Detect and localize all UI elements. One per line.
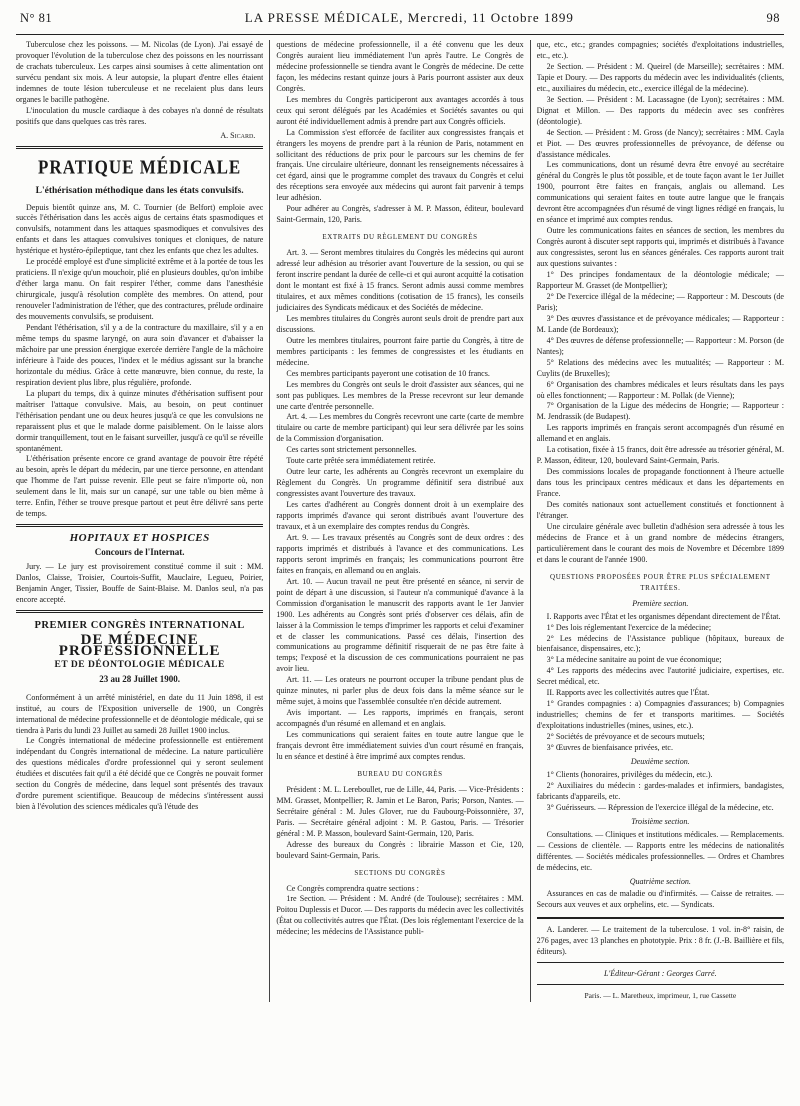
article-title: Concours de l'Internat.	[94, 547, 185, 558]
editor-credit: L'Éditeur-Gérant : Georges Carré.	[604, 969, 717, 979]
article-paragraph: Les cartes d'adhérent au Congrès donnent droit à un exemplaire des rapports imprimés d'avance qui seront distribués avant l'ouverture des travaux, et à un exemplaire des comptes rendus du Congrès.	[276, 500, 524, 531]
column-separator	[530, 40, 531, 1002]
section-subtitle: Première section.	[632, 598, 689, 608]
question-item: 3° La médecine sanitaire au point de vue économique;	[546, 655, 722, 665]
subsection-title: QUESTIONS PROPOSÉES POUR ÊTRE PLUS SPÉCIALEMENT TRAITÉES.	[550, 572, 771, 592]
article-paragraph: 2e Section. — Président : M. Queirel (de Marseille); secrétaires : MM. Tapie et Doury. — Des rapports du médecin avec les individualités (clients, etc., auxiliaires du médecin, etc., exercice illégal de la médecine).	[536, 61, 784, 93]
article-paragraph: Les rapports imprimés en français seront accompagnés d'un résumé en allemand et en anglais.	[536, 423, 784, 444]
congress-heading-line: ET DE DÉONTOLOGIE MÉDICALE	[54, 659, 225, 670]
article-paragraph: Art. 9. — Les travaux présentés au Congrès sont de deux ordres : des rapports imprimés et distribués à l'avance et des communications. Les rapports seront imprimés en français; les communications pourront être faites en français, en allemand ou en anglais.	[276, 532, 524, 575]
divider	[16, 146, 263, 149]
question-item: 1° Des lois réglementant l'exercice de la médecine;	[546, 622, 712, 632]
article-paragraph: Outre leur carte, les adhérents au Congrès recevront un exemplaire du Règlement du Congrès. Un programme définitif sera distribué aux congressistes avant l'ouverture des travaux.	[276, 467, 524, 499]
question-item: Consultations. — Cliniques et institutions médicales. — Remplacements. — Cessions de clientèle. — Rapports entre les médecins de nationalités différentes. — Sociétés médicales professionnelles. — Ordres et Chambres de médecins, etc.	[536, 829, 784, 872]
page-number: 98	[766, 10, 780, 25]
question-item: 3° Œuvres de bienfaisance privées, etc.	[546, 743, 673, 753]
congress-heading-line: PREMIER CONGRÈS INTERNATIONAL	[34, 619, 245, 631]
signature: A. Sicard.	[220, 130, 256, 140]
column-2	[276, 40, 523, 1002]
article-paragraph: Ces membres participants payeront une cotisation de 10 francs.	[286, 368, 490, 378]
question-item: 2° Auxiliaires du médecin : gardes-malades et infirmiers, bandagistes, fabricants d'appareils, etc.	[536, 780, 784, 801]
section-heading: HOPITAUX ET HOSPICES	[69, 532, 210, 545]
article-paragraph: Le Congrès international de médecine professionnelle est entièrement indépendant du Congrès international de médecine. La nature particulière des questions médicales d'ordre professionnel qui y seront seulement étudiées et discutées fait qu'il a été décidé que ce Congrès ne pouvait former section du Congrès de médecine, dans lequel sont présentés des travaux d'ordre purement scientifique. Beaucoup de médecins s'intéressent aussi bien à l'évolution des sciences médicales qu'à l'étude des	[16, 736, 264, 812]
column-separator	[269, 40, 270, 1002]
page-header	[16, 0, 784, 36]
article-paragraph: Art. 4. — Les membres du Congrès recevront une carte (carte de membre titulaire ou carte de membre participant) qui leur sera délivrée par les soins de la Commission d'organisation.	[276, 412, 524, 444]
section-subtitle: Quatrième section.	[629, 876, 691, 886]
article-paragraph: Pendant l'éthérisation, s'il y a de la contracture du maxillaire, s'il y a en même temps du spasme laryngé, on aura soin d'avancer et d'abaisser la mâchoire par une pression énergique exercée derrière l'angle de la mâchoire inférieure à l'aide des pouces, l'index et le médius agissant sur la branche horizontale du médius. Grâce à cette manœuvre, bien connue, du reste, la respiration devient plus libre, plus régulière, profonde.	[16, 323, 264, 387]
congress-dates: 23 au 28 Juillet 1900.	[99, 673, 181, 684]
article-paragraph: questions de médecine professionnelle, il a été convenu que les deux Congrès auraient lieu immédiatement l'un après l'autre. Le Congrès de médecine professionnelle se tiendra avant le Congrès de médecine. De cette façon, les médecins restant quinze jours à Paris pourront assister aux deux Congrès.	[276, 40, 524, 93]
intro-paragraph: Tuberculose chez les poissons. — M. Nicolas (de Lyon). J'ai essayé de provoquer l'évolution de la tuberculose chez des poissons en les nourrissant de crachats tuberculeux. Les carpes ainsi soumises à cette alimentation ont survécu pendant six mois. A leur autopsie, la plupart d'entre elles étaient indemnes de toute lésion tuberculeuse et ne recelaient plus dans leurs organes le bacille pathogène.	[16, 40, 264, 104]
printer-credit: Paris. — L. Maretheux, imprimeur, 1, rue Cassette	[584, 991, 737, 1001]
report-item: 5° Relations des médecins avec les mutualités; — Rapporteur : M. Cuylits (de Bruxelles);	[536, 357, 784, 378]
article-paragraph: Les communications, dont un résumé devra être envoyé au secrétaire général du Congrès le plus tôt possible, et de toute façon avant le 1er Juillet 1900, pourront être faites en français, anglais ou allemand. Les communications qui seraient faites en toute autre langue que le français devront être accompagnées d'un résumé de vingt lignes rédigé en français, lu en séance et imprimé aux comptes rendus.	[536, 160, 784, 225]
article-paragraph: Outre les communications faites en séances de section, les membres du Congrès auront à discuter sept rapports qui, imprimés et distribués à l'avance aux congressistes, seront lus en séances générales. Ces rapports auront trait aux questions suivantes :	[536, 226, 784, 269]
article-paragraph: La cotisation, fixée à 15 francs, doit être adressée au trésorier général, M. P. Masson, éditeur, 120, boulevard Saint-Germain, Paris.	[536, 445, 784, 466]
intro-paragraph: L'inoculation du muscle cardiaque à des cobayes n'a donné de résultats positifs que dans quelques cas très rares.	[16, 105, 264, 126]
question-item: 1° Clients (honoraires, privilèges du médecin, etc.).	[546, 769, 713, 779]
divider	[16, 524, 263, 527]
divider	[537, 962, 784, 963]
article-paragraph: Le procédé employé est d'une simplicité extrême et à la portée de tous les praticiens. Il n'exige qu'un mouchoir, plié en plusieurs doubles, qu'on imbibe d'éther larga manu. On fait respirer l'éther, comme dans l'anesthésie chirurgicale, jusqu'à résolution complète des membres. On attend, pour renouveler l'administration de l'éther, que des contractures, prélude ordinaire des mouvements convulsifs, se produisent.	[16, 257, 264, 322]
subsection-title: BUREAU DU CONGRÈS	[357, 769, 443, 778]
question-item: Assurances en cas de maladie ou d'infirmités. — Caisse de retraites. — Secours aux veuves et aux orphelins, etc. — Syndicats.	[536, 889, 784, 910]
question-item: I. Rapports avec l'État et les organismes dépendant directement de l'État.	[546, 611, 781, 621]
report-item: 2° De l'exercice illégal de la médecine; — Rapporteur : M. Descouts (de Paris);	[536, 291, 784, 312]
congress-heading	[16, 621, 263, 685]
article-paragraph: La plupart du temps, dix à quinze minutes d'éthérisation suffisent pour maîtriser l'attaque convulsive. Mais, au besoin, on peut continuer l'éthérisation pendant une ou deux heures jusqu'à ce que les convulsions ne reparaissent plus et que le malade dorme paisiblement. On le laisse alors dormir tranquillement, tout en le faisant surveiller, jusqu'à ce qu'il se réveille spontanément.	[16, 388, 264, 453]
divider	[537, 917, 784, 919]
column-3	[537, 40, 784, 1002]
report-item: 3° Des œuvres d'assistance et de prévoyance médicales; — Rapporteur : M. Lande (de Bordeaux);	[536, 313, 784, 334]
article-paragraph: Les membres du Congrès participeront aux avantages accordés à tous ceux qui seront délégués par les Académies et Sociétés savantes ou qui auront été individuellement admis à prendre part aux Congrès officiels.	[276, 94, 524, 126]
column-1	[16, 40, 263, 1002]
report-item: 1° Des principes fondamentaux de la déontologie médicale; — Rapporteur M. Grasset (de Montpellier);	[536, 270, 784, 290]
issue-number: N° 81	[20, 10, 53, 25]
journal-title: LA PRESSE MÉDICALE, Mercredi, 11 Octobre 1899	[244, 10, 574, 25]
article-paragraph: Une circulaire générale avec bulletin d'adhésion sera adressée à tous les médecins de France et à un grand nombre de médecins étrangers, particulièrement dans le courant des mois de Novembre et Décembre 1899 et dans le courant de l'année 1900.	[536, 521, 784, 564]
subsection-title: EXTRAITS DU RÈGLEMENT DU CONGRÈS	[322, 233, 478, 242]
report-item: 4° Des œuvres de défense professionnelle; — Rapporteur : M. Porson (de Nantes);	[536, 335, 784, 356]
article-paragraph: Art. 3. — Seront membres titulaires du Congrès les médecins qui auront adressé leur adhésion au trésorier avant l'ouverture de la session, ou qui se feront inscrire pendant la durée de celle-ci et qui auront acquitté la cotisation dont le montant est fixé à 15 francs. Seront admis aussi comme membres titulaires, et aux mêmes conditions (cotisation de 15 francs), les conseils judiciaires des Syndicats médicaux et des Sociétés de médecine.	[276, 248, 524, 312]
article-paragraph: Conformément à un arrêté ministériel, en date du 11 Juin 1898, il est institué, au cours de l'Exposition universelle de 1900, un Congrès international de médecine professionnelle et de déontologie médicale, qui se tiendra à Paris du lundi 23 Juillet au samedi 28 Juillet 1900 inclus.	[16, 692, 264, 735]
article-paragraph: Adresse des bureaux du Congrès : librairie Masson et Cie, 120, boulevard Saint-Germain, Paris.	[276, 839, 524, 860]
question-item: 3° Guérisseurs. — Répression de l'exercice illégal de la médecine, etc.	[546, 802, 774, 812]
question-item: 2° Sociétés de prévoyance et de secours mutuels;	[546, 732, 705, 742]
section-heading: PRATIQUE MÉDICALE	[38, 156, 242, 178]
article-paragraph: La Commission s'est efforcée de faciliter aux congressistes français et étrangers les moyens de prendre part à la réunion de Paris, notamment en sollicitant des réductions de prix pour le parcours sur les chemins de fer français. Une circulaire ultérieure, donnant les renseignements nécessaires à cet égard, ainsi que le programme complet des travaux du Congrès et celui des réceptions sera envoyée aux médecins qui auront fait parvenir à temps leur adhésion.	[276, 127, 524, 203]
article-paragraph: Ce Congrès comprendra quatre sections :	[286, 883, 419, 893]
article-paragraph: Président : M. L. Lereboullet, rue de Lille, 44, Paris. — Vice-Présidents : MM. Grasset, Montpellier; R. Jamin et Le Baron, Paris; Porson, Nantes. — Secrétaire général : M. Jules Glover, rue du Faubourg-Poissonnière, 37, Paris. — Secrétaire général adjoint : M. P. Gastou, Paris. — Trésorier général : M. P. Masson, boulevard Saint-Germain, 120, Paris.	[276, 784, 524, 838]
article-paragraph: Des comités nationaux sont actuellement constitués et fonctionnent à l'étranger.	[536, 500, 784, 520]
article-paragraph: Les membres titulaires du Congrès auront seuls droit de prendre part aux discussions.	[276, 313, 524, 334]
question-item: II. Rapports avec les collectivités autres que l'État.	[546, 688, 710, 698]
header-rule	[16, 34, 784, 35]
article-title: L'éthérisation méthodique dans les états convulsifs.	[35, 185, 244, 196]
subsection-title: SECTIONS DU CONGRÈS	[354, 868, 446, 877]
article-paragraph: Outre les membres titulaires, pourront faire partie du Congrès, à titre de membres participants : les femmes de congressistes et les étudiants en médecine.	[276, 335, 524, 367]
question-item: 1° Grandes compagnies : a) Compagnies d'assurances; b) Compagnies industrielles; chemins de fer et transports maritimes. — Sociétés d'exploitations industrielles (mines, usines, etc.).	[536, 699, 784, 731]
report-item: 6° Organisation des chambres médicales et leurs résultats dans les pays où elles fonctionnent; — Rapporteur : M. Pollak (de Vienne);	[536, 379, 784, 400]
article-paragraph: Des commissions locales de propagande fonctionnent à l'heure actuelle dans tous les principaux centres médicaux et dans les départements en France.	[536, 467, 784, 499]
question-item: 2° Les médecins de l'Assistance publique (hôpitaux, bureaux de bienfaisance, dispensaires, etc.);	[536, 633, 784, 654]
book-notice: A. Landerer. — Le traitement de la tuberculose. 1 vol. in-8° raisin, de 276 pages, avec 13 planches en phototypie. Prix : 8 fr. (J.-B. Baillière et fils, éditeurs).	[536, 925, 784, 957]
article-paragraph: Pour adhérer au Congrès, s'adresser à M. P. Masson, éditeur, boulevard Saint-Germain, 120, Paris.	[276, 204, 524, 225]
article-paragraph: Jury. — Le jury est provisoirement constitué comme il suit : MM. Danlos, Claisse, Troisier, Courtois-Suffit, Mauclaire, Legueu, Poirier, Benjamin Anger, Tissier, Bouffe de Saint-Blaise. M. Danlos seul, n'a pas encore accepté.	[16, 562, 264, 604]
article-paragraph: Les membres du Congrès ont seuls le droit d'assister aux séances, qui ne sont pas publiques. Les membres de la Presse recevront sur leur demande une carte d'entrée personnelle.	[276, 379, 524, 411]
article-paragraph: Depuis bientôt quinze ans, M. C. Tournier (de Belfort) emploie avec succès l'éthérisation dans les accès aigus de certains états spasmodiques et convulsifs, notamment dans les attaques spasmodiques et convulsives des enfants et dans les attaques convulsives toniques et cloniques, de nature hystérique et hystéro-épileptique, tant chez les enfants que chez les adultes.	[16, 202, 264, 256]
question-item: 4° Les rapports des médecins avec l'autorité judiciaire, expertises, etc. Secret médical, etc.	[536, 666, 784, 687]
article-paragraph: que, etc., etc.; grandes compagnies; sociétés d'exploitations industrielles, etc., etc.).	[536, 40, 784, 60]
article-paragraph: Art. 10. — Aucun travail ne peut être présenté en séance, ni servir de point de départ à une discussion, si l'auteur n'a communiqué d'avance à la Commission d'organisation le manuscrit des rapports avant le 1er Janvier 1900. Les adhérents au Congrès sont priés d'observer ces délais, afin de laisser à la Commission le temps d'imprimer les rapports et celui d'examiner et de classer les communications. Passé ces délais, l'insertion des communications au programme définitif risquerait de ne pas être faite à temps; l'exposé et la discussion de ces communications pourraient ne pas avoir lieu.	[276, 576, 524, 674]
article-paragraph: Ces cartes sont strictement personnelles.	[286, 445, 417, 455]
article-paragraph: Art. 11. — Les orateurs ne pourront occuper la tribune pendant plus de quinze minutes, ni parler plus de deux fois dans la même séance sur le même sujet, à moins que l'assemblée consultée n'en décide autrement.	[276, 675, 524, 707]
article-paragraph: Toute carte prêtée sera immédiatement retirée.	[286, 456, 436, 466]
article-paragraph: Les communications qui seraient faites en toute autre langue que le français devront être immédiatement suivies d'un court résumé en français, lu en séance et destiné à être imprimé aux comptes rendus.	[276, 730, 524, 761]
article-paragraph: L'éthérisation présente encore ce grand avantage de pouvoir être répété au besoin, après le départ du médecin, par une tierce personne, en attendant que l'homme de l'art puisse revenir. Elle peut se faire n'importe où, non seulement dans le lit, mais sur un canapé, sur une table ou bien même à terre. Enfin, l'éther se trouve presque partout et peut être délivré sans perte de temps.	[16, 454, 264, 519]
divider	[537, 984, 784, 985]
article-paragraph: 1re Section. — Président : M. André (de Toulouse); secrétaires : MM. Poitou Duplessis et Ducor. — Des rapports du médecin avec les collectivités (État ou collectivités autres que l'État. (Des lois réglementant l'exercice de la médecine; les médecins de l'Assistance publi-	[276, 894, 524, 937]
columns	[16, 40, 784, 1002]
article-paragraph: Avis important. — Les rapports, imprimés en français, seront accompagnés d'un résumé en allemand et en anglais.	[276, 708, 524, 729]
section-subtitle: Deuxième section.	[630, 757, 690, 766]
report-item: 7° Organisation de la Ligue des médecins de Hongrie; — Rapporteur : M. Jendrassik (de Budapest).	[536, 401, 784, 422]
divider	[16, 610, 263, 613]
congress-heading-line: DE MÉDECINE PROFESSIONNELLE	[58, 631, 221, 659]
section-subtitle: Troisième section.	[631, 816, 690, 826]
article-paragraph: 3e Section. — Président : M. Lacassagne (de Lyon); secrétaires : MM. Dignat et Millon. — Des rapports du médecin avec ses confrères (déontologie).	[536, 94, 784, 126]
article-paragraph: 4e Section. — Président : M. Gross (de Nancy); secrétaires : MM. Cayla et Piot. — Des œuvres professionnelles de prévoyance, de défense ou d'assistance médicales.	[536, 127, 784, 159]
